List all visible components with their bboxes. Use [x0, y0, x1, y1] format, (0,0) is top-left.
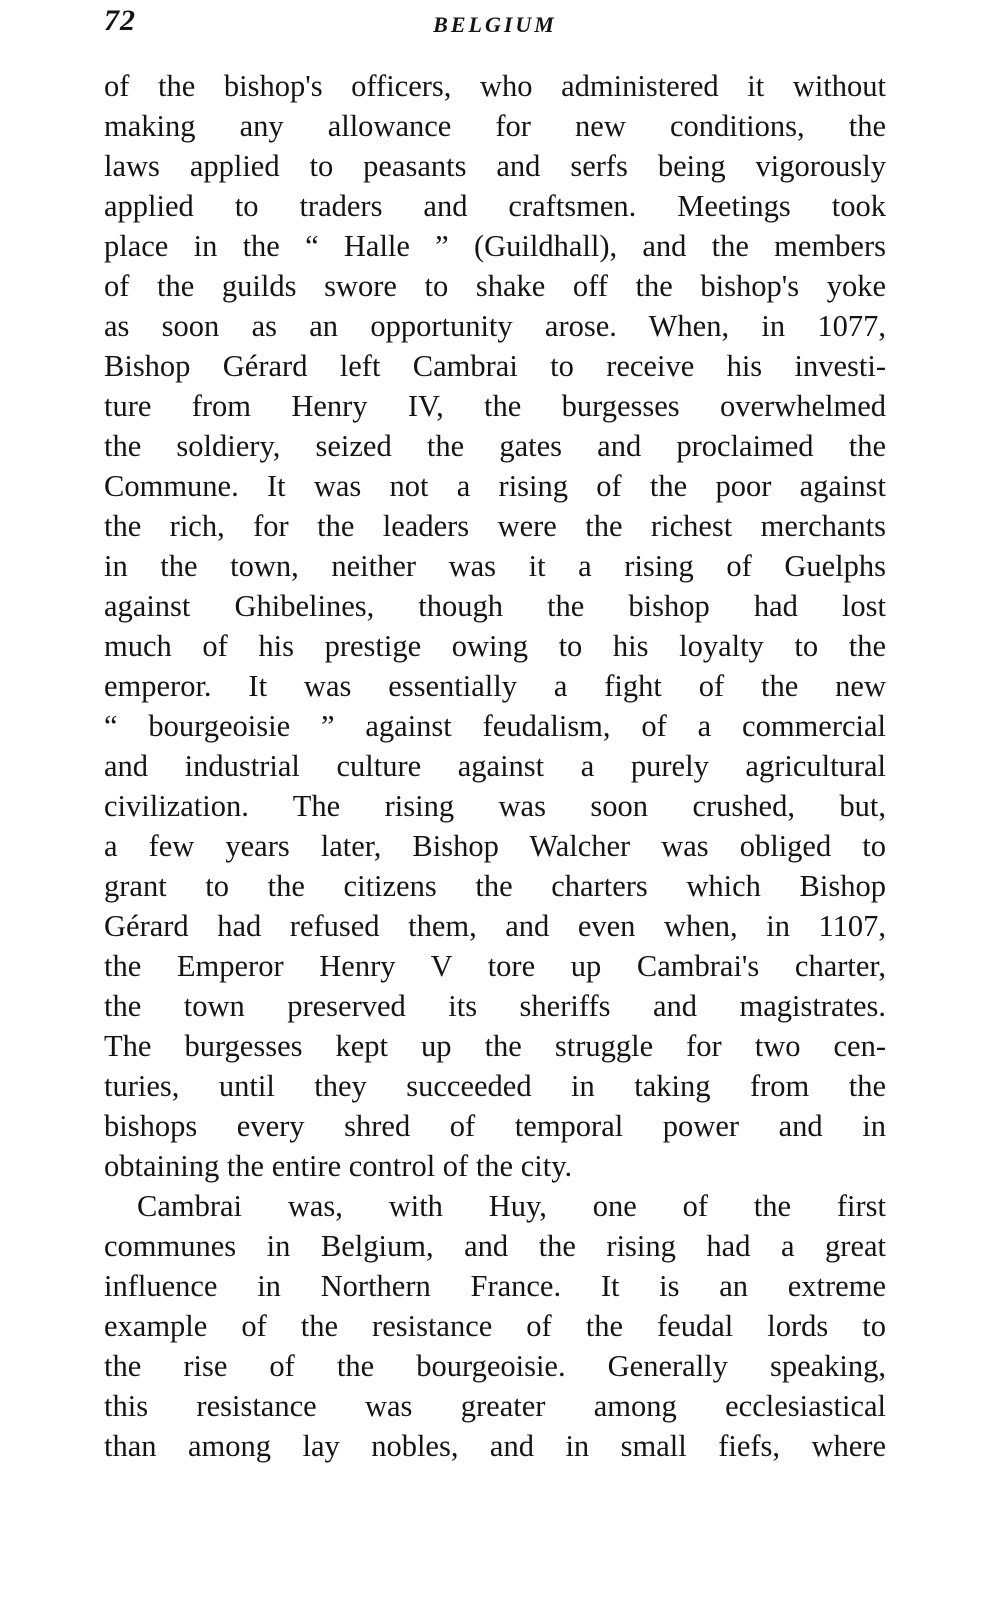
text-line: of the guilds swore to shake off the bishop's yoke: [104, 269, 886, 303]
text-line: “ bourgeoisie ” against feudalism, of a commercial: [104, 709, 886, 743]
text-line: of the bishop's officers, who administered it without: [104, 69, 886, 103]
text-line: grant to the citizens the charters which Bishop: [104, 869, 886, 903]
text-line: Cambrai was, with Huy, one of the first: [137, 1189, 886, 1223]
text-line: The burgesses kept up the struggle for two cen-: [104, 1029, 886, 1063]
text-line: than among lay nobles, and in small fiefs, where: [104, 1429, 886, 1463]
text-line: ture from Henry IV, the burgesses overwhelmed: [104, 389, 886, 423]
text-line: the rich, for the leaders were the richest merchants: [104, 509, 886, 543]
text-line: against Ghibelines, though the bishop had lost: [104, 589, 886, 623]
text-line: Commune. It was not a rising of the poor against: [104, 469, 886, 503]
text-line: turies, until they succeeded in taking from the: [104, 1069, 886, 1103]
page-number: 72: [104, 4, 136, 37]
text-line: example of the resistance of the feudal lords to: [104, 1309, 886, 1343]
text-line: communes in Belgium, and the rising had a great: [104, 1229, 886, 1263]
text-line: much of his prestige owing to his loyalty to the: [104, 629, 886, 663]
text-line: and industrial culture against a purely agricultural: [104, 749, 886, 783]
text-line: the rise of the bourgeoisie. Generally speaking,: [104, 1349, 886, 1383]
text-line: the Emperor Henry V tore up Cambrai's charter,: [104, 949, 886, 983]
text-line: emperor. It was essentially a fight of the new: [104, 669, 886, 703]
text-line: bishops every shred of temporal power and in: [104, 1109, 886, 1143]
running-head: BELGIUM: [433, 12, 557, 37]
text-line: civilization. The rising was soon crushed, but,: [104, 789, 886, 823]
text-line: in the town, neither was it a rising of Guelphs: [104, 549, 886, 583]
text-line: a few years later, Bishop Walcher was obliged to: [104, 829, 886, 863]
text-line: the town preserved its sheriffs and magistrates.: [104, 989, 886, 1023]
text-line: Bishop Gérard left Cambrai to receive his investi-: [104, 349, 886, 383]
body-text: [104, 66, 886, 1466]
page-header: [104, 4, 886, 44]
text-line: obtaining the entire control of the city.: [104, 1149, 573, 1183]
text-line: laws applied to peasants and serfs being vigorously: [104, 149, 886, 183]
text-line: this resistance was greater among ecclesiastical: [104, 1389, 886, 1423]
text-line: the soldiery, seized the gates and proclaimed the: [104, 429, 886, 463]
text-line: applied to traders and craftsmen. Meetings took: [104, 189, 886, 223]
text-line: place in the “ Halle ” (Guildhall), and the members: [104, 229, 886, 263]
text-line: Gérard had refused them, and even when, in 1107,: [104, 909, 886, 943]
text-line: as soon as an opportunity arose. When, in 1077,: [104, 309, 886, 343]
text-line: making any allowance for new conditions, the: [104, 109, 886, 143]
text-line: influence in Northern France. It is an extreme: [104, 1269, 886, 1303]
